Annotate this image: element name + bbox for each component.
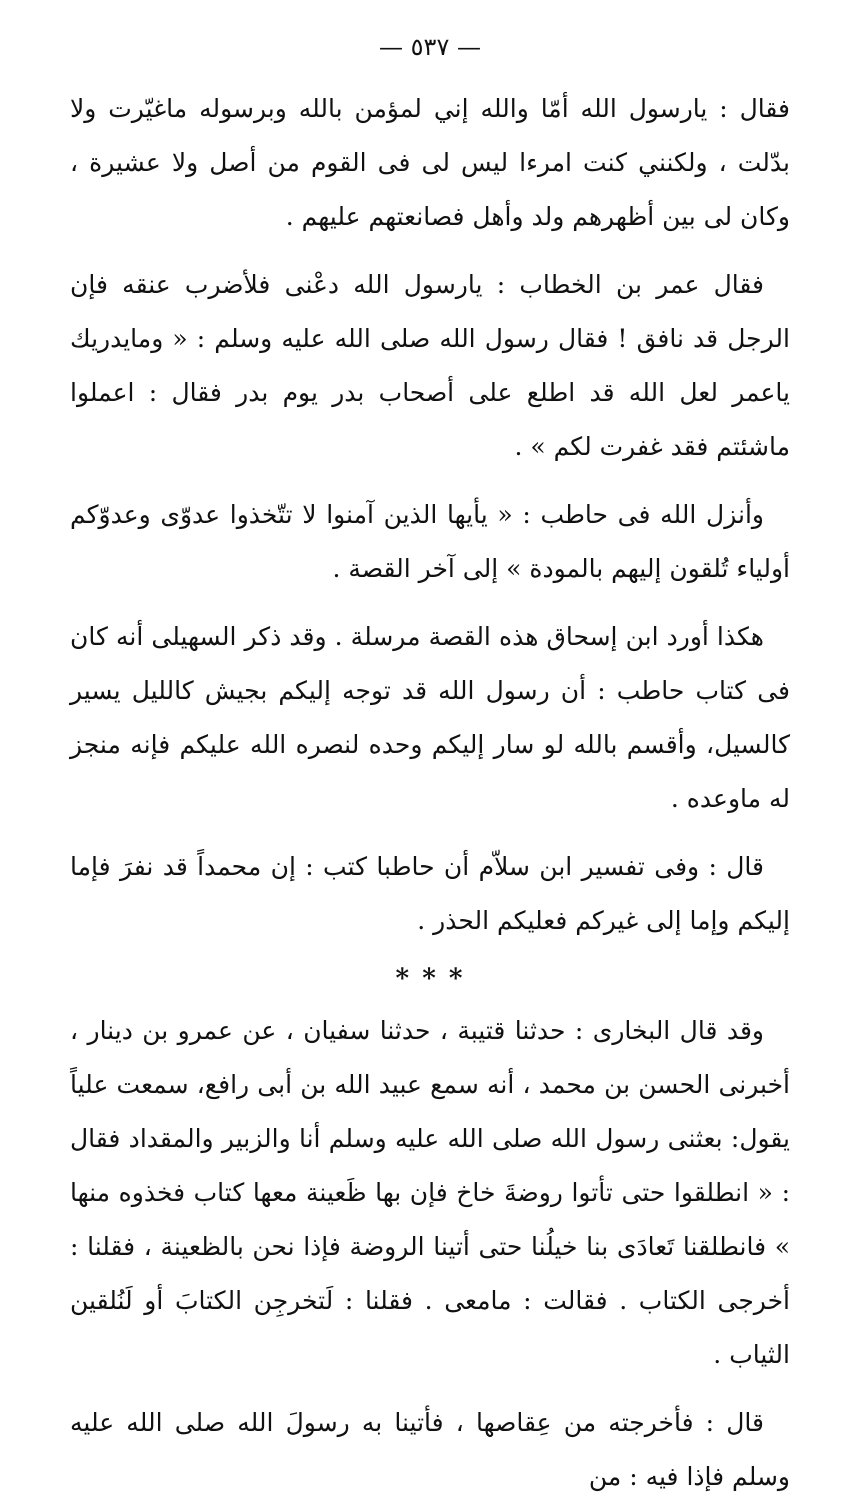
page-number: — ٥٣٧ — bbox=[379, 33, 481, 61]
paragraph-revelation: وأنزل الله فى حاطب : « يأيها الذين آمنوا لا تتّخذوا عدوّى وعدوّكم أولياء تُلقون إليهم بالمودة » إلى آخر القصة . bbox=[70, 500, 790, 583]
paragraph-hatib-reply: فقال : يارسول الله أمّا والله إني لمؤمن بالله وبرسوله ماغيّرت ولا بدّلت ، ولكنني كنت امرءا ليس لى فى القوم من أصل ولا عشيرة ، وكان لى بين أظهرهم ولد وأهل فصانعتهم عليهم . bbox=[70, 94, 790, 231]
paragraph-umar-request: فقال عمر بن الخطاب : يارسول الله دعْنى فلأضرب عنقه فإن الرجل قد نافق ! فقال رسول الله صلى الله عليه وسلم : « ومايدريك ياعمر لعل الله قد اطلع على أصحاب بدر يوم بدر فقال : اعملوا ماشئتم فقد غفرت لكم » . bbox=[70, 270, 790, 461]
section-separator: * * * bbox=[395, 964, 465, 994]
paragraph-ibn-sallam: قال : وفى تفسير ابن سلاّم أن حاطبا كتب : إن محمداً قد نفرَ فإما إليكم وإما إلى غيركم فعليكم الحذر . bbox=[70, 852, 790, 935]
paragraph-letter-found: قال : فأخرجته من عِقاصها ، فأتينا به رسولَ الله صلى الله عليه وسلم فإذا فيه : من bbox=[70, 1408, 790, 1491]
paragraph-ibn-ishaq: هكذا أورد ابن إسحاق هذه القصة مرسلة . وقد ذكر السهيلى أنه كان فى كتاب حاطب : أن رسول الله قد توجه إليكم بجيش كالليل يسير كالسيل، وأقسم بالله لو سار إليكم وحده لنصره الله عليكم فإنه منجز له ماوعده . bbox=[70, 622, 790, 813]
paragraph-bukhari: وقد قال البخارى : حدثنا قتيبة ، حدثنا سفيان ، عن عمرو بن دينار ، أخبرنى الحسن بن محمد ، أنه سمع عبيد الله بن أبى رافع، سمعت علياً يقول: بعثنى رسول الله صلى الله عليه وسلم أنا والزبير والمقداد فقال : « انطلقوا حتى تأتوا روضةَ خاخ فإن بها ظَعينة معها كتاب فخذوه منها » فانطلقنا تَعادَى بنا خيلُنا حتى أتينا الروضة فإذا نحن بالظعينة ، فقلنا : أخرجى الكتاب . فقالت : مامعى . فقلنا : لَتخرجِن الكتابَ أو لَنُلقين الثياب . bbox=[70, 1016, 790, 1369]
book-page bbox=[70, 32, 790, 1504]
